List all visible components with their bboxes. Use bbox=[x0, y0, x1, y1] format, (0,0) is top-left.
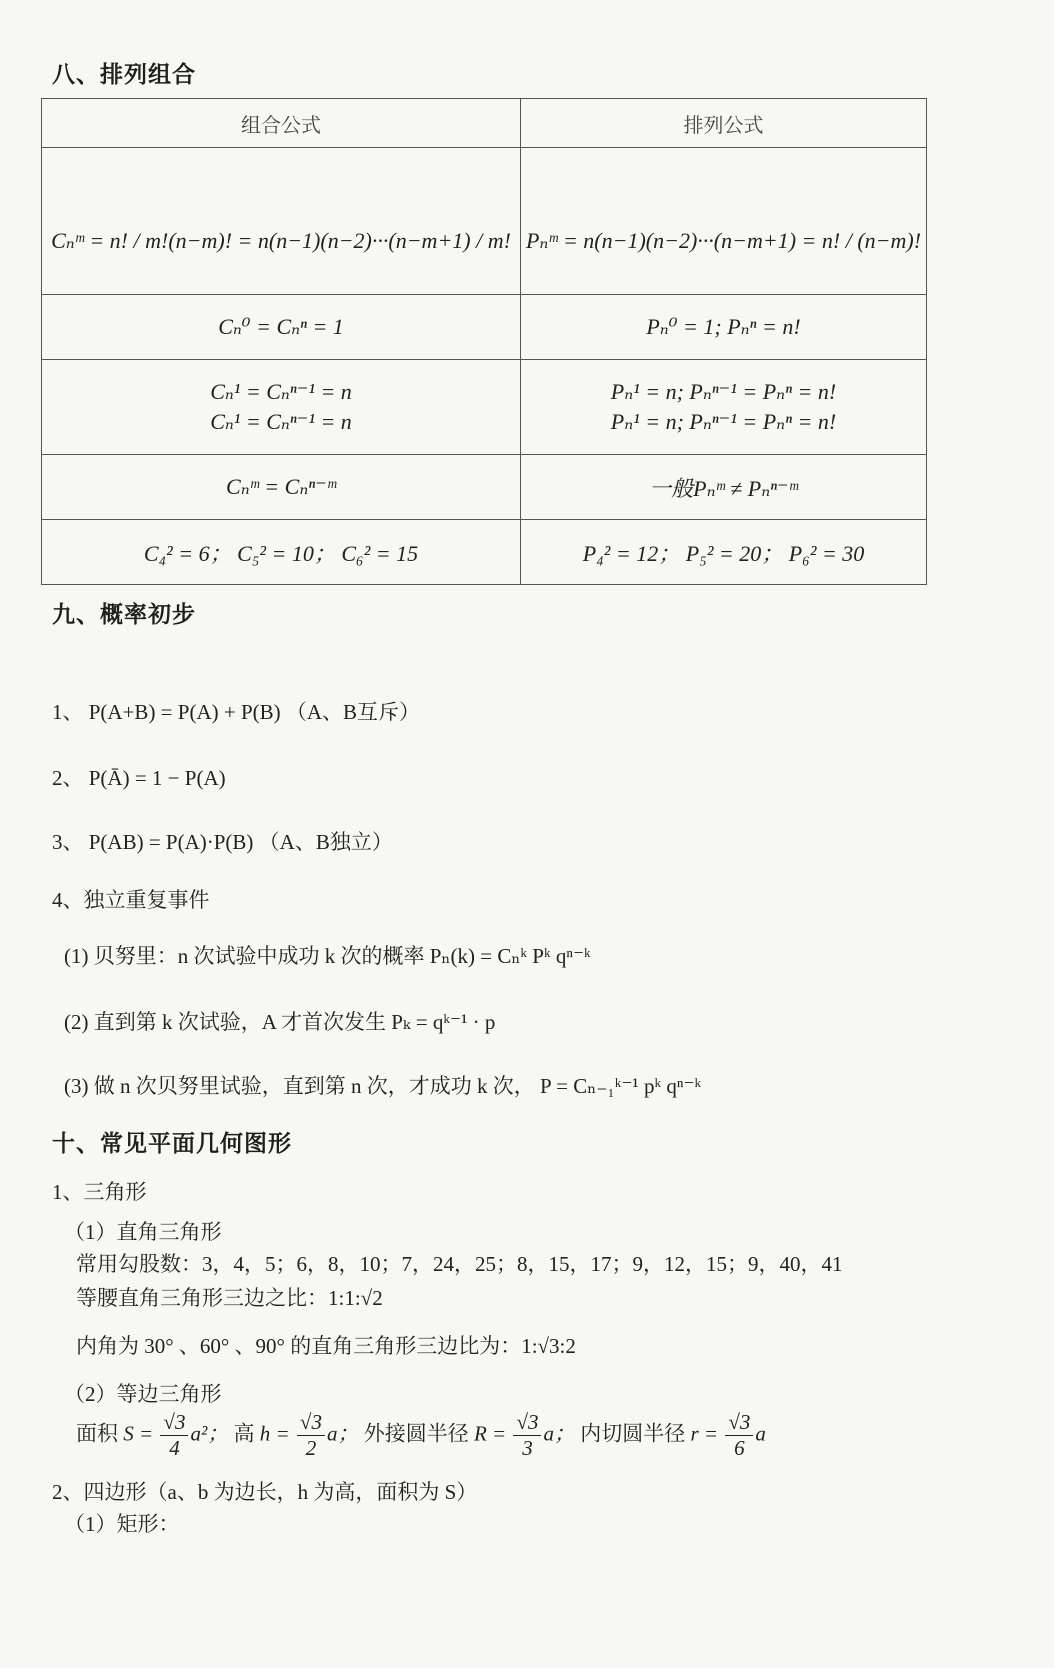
table-row bbox=[42, 360, 927, 455]
section-10-title: 十、常见平面几何图形 bbox=[52, 1131, 292, 1157]
combination-identity: Cₙ⁰ = Cₙⁿ = 1 bbox=[42, 295, 521, 360]
table-header-row bbox=[42, 99, 927, 148]
right-triangle-heading: （1）直角三角形 bbox=[64, 1220, 222, 1244]
header-permutation: 排列公式 bbox=[521, 99, 927, 148]
30-60-90-ratio: 内角为 30° 、60° 、90° 的直角三角形三边比为：1:√3:2 bbox=[76, 1334, 576, 1358]
header-combination: 组合公式 bbox=[42, 99, 521, 148]
isosceles-right-ratio: 等腰直角三角形三边之比：1:1:√2 bbox=[76, 1286, 383, 1310]
combination-examples: C₄² = 6； C₅² = 10； C₆² = 15 bbox=[42, 520, 521, 585]
equilateral-formulas: 面积 S = $\frac{√3}{4}$ a²； 高 h = $\frac{√3}{2}$ a； 外接圆半径 R = $\frac{√3}{3}$ a； 内切圆半径 r = $\frac{√3}{6}$ a bbox=[76, 1410, 766, 1460]
section-8-title: 八、排列组合 bbox=[52, 62, 196, 88]
bernoulli-formula: (1) 贝努里：n 次试验中成功 k 次的概率 Pₙ(k) = Cₙᵏ Pᵏ qⁿ⁻ᵏ bbox=[64, 944, 591, 968]
area-fraction: $\frac{√3}{4}$ bbox=[160, 1410, 188, 1461]
permutation-n-identity: Pₙ¹ = n; Pₙⁿ⁻¹ = Pₙⁿ = n! Pₙ¹ = n; Pₙⁿ⁻¹ = Pₙⁿ = n! bbox=[521, 360, 927, 455]
probability-rule-2: 2、 P(Ā) = 1 − P(A) bbox=[52, 766, 226, 790]
first-success-formula: (2) 直到第 k 次试验，A 才首次发生 Pₖ = qᵏ⁻¹ · p bbox=[64, 1010, 496, 1034]
quadrilateral-heading: 2、四边形（a、b 为边长，h 为高，面积为 S） bbox=[52, 1480, 478, 1504]
table-row bbox=[42, 455, 927, 520]
probability-rule-4: 4、独立重复事件 bbox=[52, 888, 210, 912]
permutation-general-formula: Pₙᵐ = n(n−1)(n−2)···(n−m+1) = n! / (n−m)! bbox=[521, 148, 927, 295]
permutation-identity: Pₙ⁰ = 1; Pₙⁿ = n! bbox=[521, 295, 927, 360]
circumradius-fraction: $\frac{√3}{3}$ bbox=[513, 1410, 541, 1461]
probability-rule-1: 1、 P(A+B) = P(A) + P(B) （A、B互斥） bbox=[52, 700, 421, 724]
combination-general-formula: Cₙᵐ = n! / m!(n−m)! = n(n−1)(n−2)···(n−m+1) / m! bbox=[42, 148, 521, 295]
inradius-fraction: $\frac{√3}{6}$ bbox=[725, 1410, 753, 1461]
permutation-examples: P₄² = 12； P₅² = 20； P₆² = 30 bbox=[521, 520, 927, 585]
rectangle-heading: （1）矩形： bbox=[64, 1512, 180, 1536]
triangle-heading: 1、三角形 bbox=[52, 1180, 147, 1204]
table-row bbox=[42, 295, 927, 360]
permutation-asymmetry: 一般Pₙᵐ ≠ Pₙⁿ⁻ᵐ bbox=[521, 455, 927, 520]
pythagorean-triples: 常用勾股数：3，4，5；6，8，10；7，24，25；8，15，17；9，12，15；9，40，41 bbox=[76, 1252, 843, 1276]
section-9-title: 九、概率初步 bbox=[52, 602, 196, 628]
height-fraction: $\frac{√3}{2}$ bbox=[297, 1410, 325, 1461]
combination-symmetry: Cₙᵐ = Cₙⁿ⁻ᵐ bbox=[42, 455, 521, 520]
table-row bbox=[42, 520, 927, 585]
kth-success-formula: (3) 做 n 次贝努里试验，直到第 n 次，才成功 k 次， P = Cₙ₋₁ᵏ⁻¹ pᵏ qⁿ⁻ᵏ bbox=[64, 1074, 702, 1098]
equilateral-triangle-heading: （2）等边三角形 bbox=[64, 1382, 222, 1406]
permutation-combination-table bbox=[41, 98, 927, 585]
combination-n-identity: Cₙ¹ = Cₙⁿ⁻¹ = n Cₙ¹ = Cₙⁿ⁻¹ = n bbox=[42, 360, 521, 455]
probability-rule-3: 3、 P(AB) = P(A)·P(B) （A、B独立） bbox=[52, 830, 393, 854]
table-row bbox=[42, 148, 927, 295]
